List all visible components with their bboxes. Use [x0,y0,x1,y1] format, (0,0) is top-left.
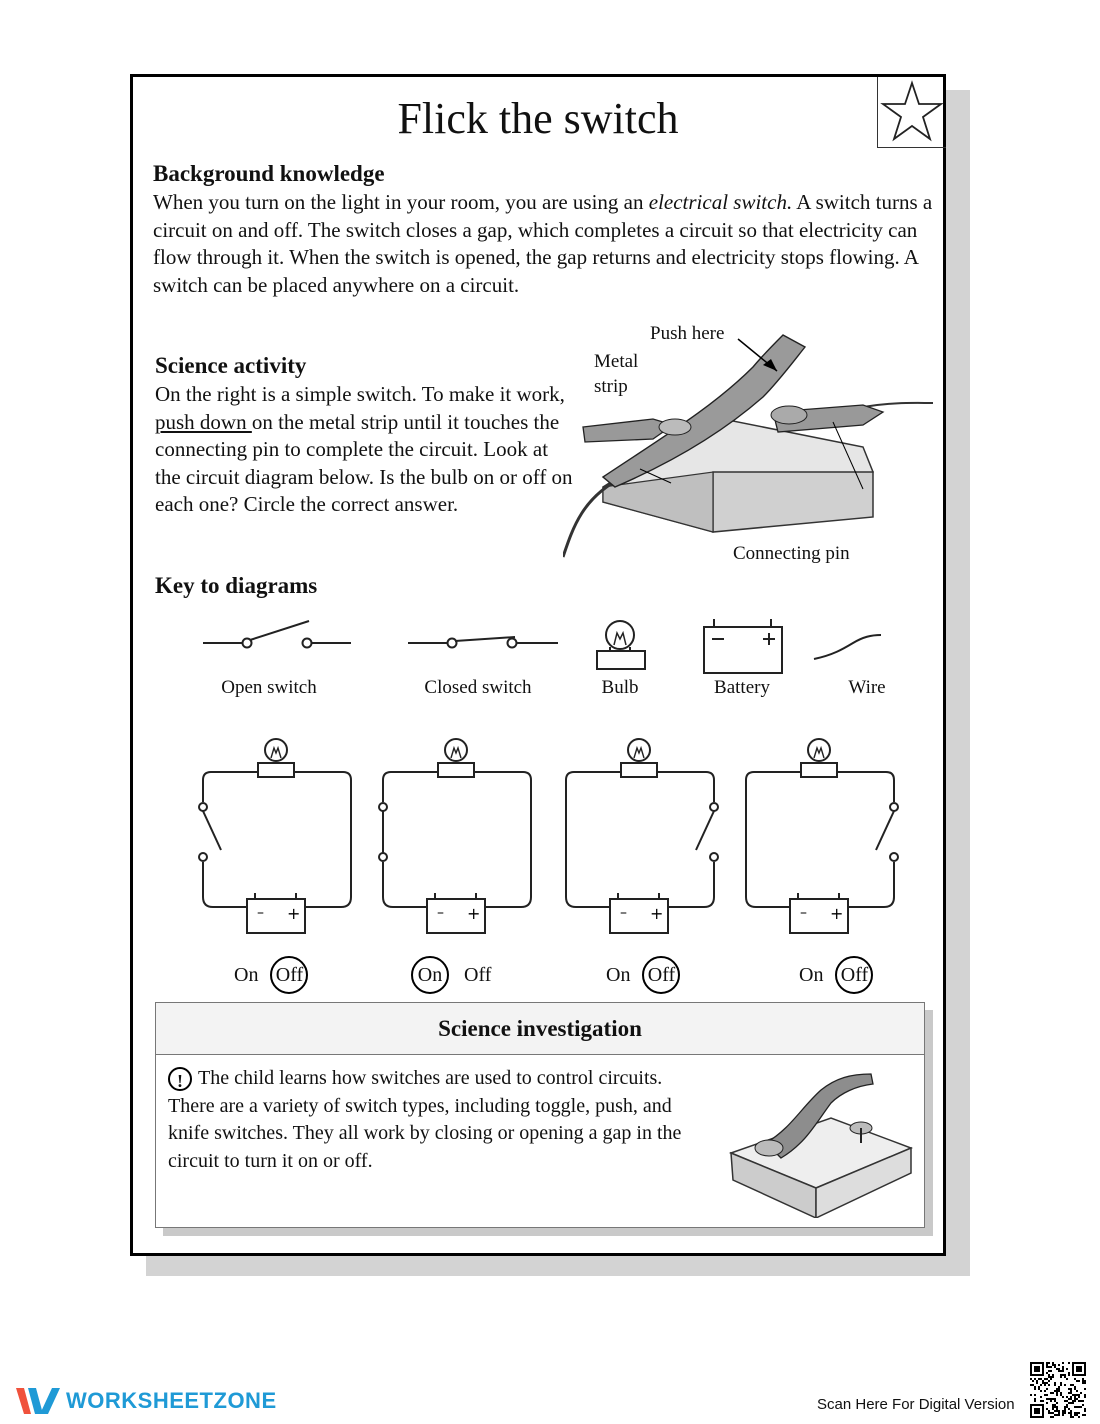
key-label-battery: Battery [714,677,770,698]
label-metal: Metal [594,351,639,372]
bulb-holder [621,763,657,777]
wire [301,862,351,907]
circuit-3-on[interactable]: On [606,964,631,986]
bulb-icon [628,739,650,761]
activity-paragraph [155,381,575,519]
switch-terminal [379,803,387,811]
scan-text: Scan Here For Digital Version [817,1396,1015,1413]
investigation-text [168,1065,698,1175]
switch-terminal [710,853,718,861]
battery-plus: + [650,904,664,923]
switch-terminal [199,853,207,861]
worksheetzone-logo-icon [16,1384,62,1420]
activity-text-2: on the metal strip until it touches the connecting pin to complete the circuit. Look at the circuit diagram below. Is the bulb on or off on each one? Circle the correct answer. [155,409,573,516]
circuit-2-answers [419,956,491,994]
brand-name[interactable]: WORKSHEETZONE [66,1388,277,1413]
wire [473,772,531,802]
switch-terminal [199,803,207,811]
wire [664,862,714,907]
circuit-1-answers [234,956,308,994]
wire [293,772,351,802]
battery-symbol [704,619,782,673]
label-connecting-pin: Connecting pin [733,543,850,564]
battery-plus: + [467,904,481,923]
wire [836,772,894,802]
circuit-4-off-circled[interactable]: Off [835,956,873,994]
bulb-icon [808,739,830,761]
switch-block-illustration [721,1068,921,1218]
qr-code-icon[interactable] [1030,1362,1086,1418]
switch-terminal [379,853,387,861]
background-paragraph [153,189,933,299]
wire [203,862,253,907]
circuit-3 [566,739,718,933]
bulb-symbol [597,621,645,669]
label-strip: strip [594,376,628,397]
switch-terminal [710,803,718,811]
circuit-4 [746,739,898,933]
switch-terminal [890,803,898,811]
page-title: Flick the switch [397,94,679,143]
wire [844,862,894,907]
battery-minus: – [437,905,444,921]
activity-text-1: On the right is a simple switch. To make it work, [155,382,565,406]
circuit-1 [199,739,351,933]
wire-symbol [814,635,881,659]
battery-plus: + [830,904,844,923]
circuit-3-answers [606,956,680,994]
background-text-em: electrical switch. [648,190,793,214]
wire [746,862,796,907]
open-switch-lever [696,811,714,850]
switch-terminal [890,853,898,861]
circuit-4-on[interactable]: On [799,964,824,986]
bulb-icon [265,739,287,761]
circuit-2 [379,739,531,933]
key-label-open-switch: Open switch [221,677,317,698]
open-switch-symbol [203,621,351,648]
key-label-closed-switch: Closed switch [424,677,532,698]
key-heading: Key to diagrams [155,573,318,598]
bulb-holder [258,763,294,777]
circuit-2-off[interactable]: Off [464,964,492,986]
circuit-4-answers [799,956,873,994]
bulb-icon [445,739,467,761]
battery-minus: – [800,905,807,921]
background-text-2: A switch turns a circuit on and off. The switch closes a gap, which completes a circuit so that electricity can flow through it. When the switch is opened, the gap returns and electricity stops flowing. A switch can be placed anywhere on a circuit. [153,190,933,297]
investigation-box [155,1002,925,1228]
wire [566,772,621,802]
battery-plus: + [287,904,301,923]
open-switch-lever [203,811,221,850]
circuit-2-on-circled[interactable]: On [411,956,449,994]
battery-minus: – [620,905,627,921]
circuit-3-off-circled[interactable]: Off [642,956,680,994]
label-push-here: Push here [650,323,725,344]
closed-switch-symbol [408,637,558,648]
background-text-1: When you turn on the light in your room, you are using an [153,190,649,214]
battery-minus: – [257,905,264,921]
investigation-heading: Science investigation [156,1003,924,1055]
wire [481,862,531,907]
circuit-diagrams [183,732,903,952]
background-heading: Background knowledge [153,161,385,186]
wire [746,772,801,802]
investigation-body: The child learns how switches are used to control circuits. There are a variety of switch types, including toggle, push, and knife switches. They all work by closing or opening a gap in the circuit to turn it on or off. [168,1067,682,1172]
open-switch-lever [876,811,894,850]
circuit-1-on[interactable]: On [234,964,259,986]
key-symbols [193,607,893,677]
circuit-1-off-circled[interactable]: Off [270,956,308,994]
activity-heading: Science activity [155,353,307,378]
wire [383,862,433,907]
bulb-holder [801,763,837,777]
wire [383,772,438,802]
key-label-wire: Wire [848,677,886,698]
key-label-bulb: Bulb [601,677,639,698]
bulb-holder [438,763,474,777]
exclamation-icon: ! [168,1067,192,1091]
worksheet [130,74,946,1256]
wire [566,862,616,907]
wire [203,772,258,802]
wire [656,772,714,802]
activity-text-underlined: push down [155,409,252,434]
